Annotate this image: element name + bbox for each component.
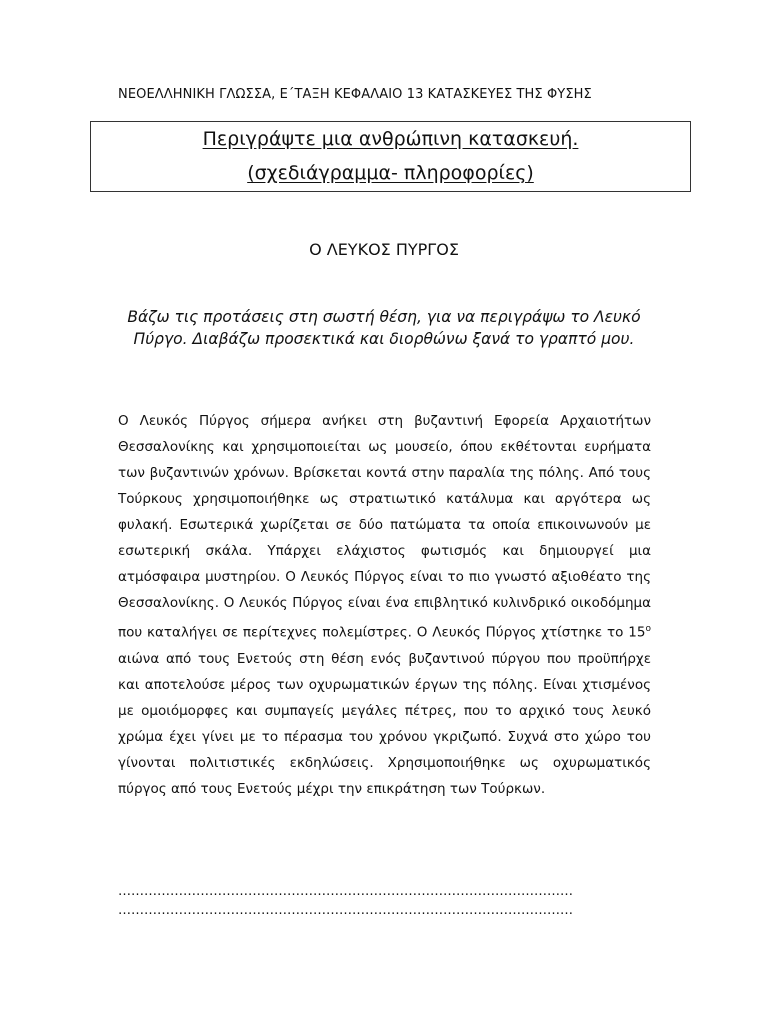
body-text-part-2: αιώνα από τους Ενετούς στη θέση ενός βυζαντινού πύργου που προϋπήρχε και αποτελούσε μέρος των οχυρωματικών έργων της πόλης. Είναι χτισμένος με ομοιόμορφες και συμπαγείς μεγάλες πέτρες, που το αρχικό τους λευκό χρώμα έχει γίνει με το πέρασμα του χρόνου γκριζωπό. Συχνά στο χώρο του γίνονται πολιτιστικές εκδηλώσεις. Χρησιμοποιήθηκε ως οχυρωματικός πύργος από τους Ενετούς μέχρι την επικράτηση των Τούρκων. <box>118 650 651 797</box>
subject-header: ΝΕΟΕΛΛΗΝΙΚΗ ΓΛΩΣΣΑ, Ε΄ΤΑΞΗ ΚΕΦΑΛΑΙΟ 13 ΚΑΤΑΣΚΕΥΕΣ ΤΗΣ ΦΥΣΗΣ <box>118 87 592 102</box>
dotted-answer-line-1: …………………………………………………………………………………………… <box>118 884 573 899</box>
ordinal-superscript: ο <box>645 624 651 634</box>
title-box <box>90 121 691 192</box>
body-paragraph <box>118 408 651 802</box>
title-box-line-1: Περιγράψτε μια ανθρώπινη κατασκευή. <box>202 128 579 150</box>
instructions-paragraph: Βάζω τις προτάσεις στη σωστή θέση, για να περιγράψω το Λευκό Πύργο. Διαβάζω προσεκτικά και διορθώνω ξανά το γραπτό μου. <box>127 308 641 348</box>
document-title: Ο ΛΕΥΚΟΣ ΠΥΡΓΟΣ <box>309 240 459 259</box>
body-text-part-1: Ο Λευκός Πύργος σήμερα ανήκει στη βυζαντινή Εφορεία Αρχαιοτήτων Θεσσαλονίκης και χρησιμοποιείται ως μουσείο, όπου εκθέτονται ευρήματα των βυζαντινών χρόνων. Βρίσκεται κοντά στην παραλία της πόλης. Από τους Τούρκους χρησιμοποιήθηκε ως στρατιωτικό κατάλυμα και αργότερα ως φυλακή. Εσωτερικά χωρίζεται σε δύο πατώματα τα οποία επικοινωνούν με εσωτερική σκάλα. Υπάρχει ελάχιστος φωτισμός και δημιουργεί μια ατμόσφαιρα μυστηρίου. Ο Λευκός Πύργος είναι το πιο γνωστό αξιοθέατο της Θεσσαλονίκης. Ο Λευκός Πύργος είναι ένα επιβλητικό κυλινδρικό οικοδόμημα που καταλήγει σε περίτεχνες πολεμίστρες. Ο Λευκός Πύργος χτίστηκε το 15 <box>118 413 651 641</box>
title-box-line-2: (σχεδιάγραμμα- πληροφορίες) <box>247 162 534 184</box>
dotted-answer-line-2: …………………………………………………………………………………………… <box>118 903 573 918</box>
